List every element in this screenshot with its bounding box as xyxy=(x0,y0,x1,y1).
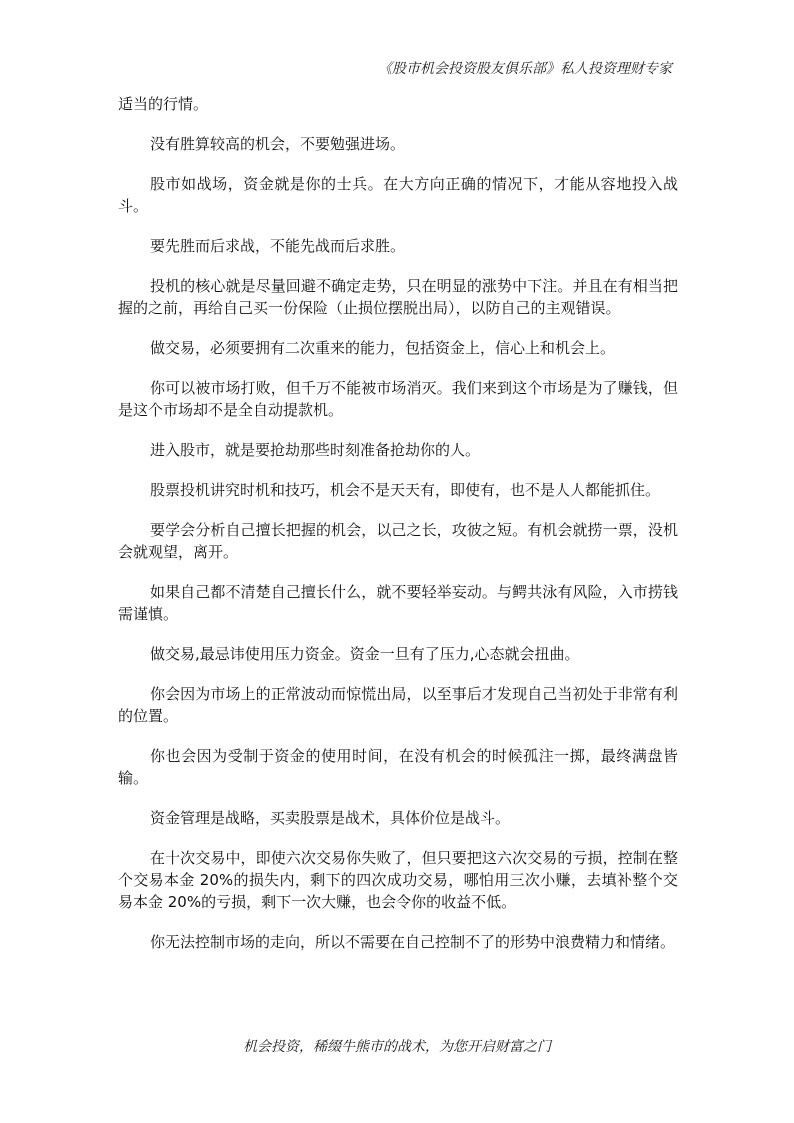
paragraph: 股市如战场，资金就是你的士兵。在大方向正确的情况下，才能从容地投入战斗。 xyxy=(118,175,678,215)
paragraph: 适当的行情。 xyxy=(118,95,209,113)
page-footer: 机会投资，稀缀牛熊市的战术，为您开启财富之门 xyxy=(243,1039,551,1055)
document-body xyxy=(118,93,678,971)
paragraph: 你无法控制市场的走向，所以不需要在自己控制不了的形势中浪费精力和情绪。 xyxy=(150,933,676,951)
paragraph: 进入股市，就是要抢劫那些时刻准备抢劫你的人。 xyxy=(150,441,481,459)
page-header: 《股市机会投资股友俱乐部》私人投资理财专家 xyxy=(378,61,672,77)
paragraph: 投机的核心就是尽量回避不确定走势，只在明显的涨势中下注。并且在有相当把握的之前，再给自己买一份保险（止损位摆脱出局），以防自己的主观错误。 xyxy=(118,277,678,317)
paragraph: 要先胜而后求战，不能先战而后求胜。 xyxy=(150,237,406,255)
paragraph: 做交易，必须要拥有二次重来的能力，包括资金上，信心上和机会上。 xyxy=(150,339,616,357)
paragraph: 你会因为市场上的正常波动而惊慌出局，以至事后才发现自己当初处于非常有利的位置。 xyxy=(118,685,678,725)
paragraph: 你可以被市场打败，但千万不能被市场消灭。我们来到这个市场是为了赚钱，但是这个市场却不是全自动提款机。 xyxy=(118,379,678,419)
paragraph: 股票投机讲究时机和技巧，机会不是天天有，即使有，也不是人人都能抓住。 xyxy=(150,481,661,499)
paragraph: 资金管理是战略，买卖股票是战术，具体价位是战斗。 xyxy=(150,809,511,827)
paragraph: 要学会分析自己擅长把握的机会，以己之长，攻彼之短。有机会就捞一票，没机会就观望，离开。 xyxy=(118,521,678,561)
paragraph: 没有胜算较高的机会，不要勉强进场。 xyxy=(150,135,406,153)
paragraph: 做交易,最忌讳使用压力资金。资金一旦有了压力,心态就会扭曲。 xyxy=(150,645,580,663)
paragraph: 你也会因为受制于资金的使用时间，在没有机会的时候孤注一掷，最终满盘皆输。 xyxy=(118,747,678,787)
paragraph: 在十次交易中，即使六次交易你失败了，但只要把这六次交易的亏损，控制在整个交易本金 20%的损失内，剩下的四次成功交易，哪怕用三次小赚，去填补整个交易本金 20%的亏损，剩下一次大赚，也会令你的收益不低。 xyxy=(118,849,678,911)
paragraph: 如果自己都不清楚自己擅长什么，就不要轻举妄动。与鳄共泳有风险，入市捞钱需谨慎。 xyxy=(118,583,678,623)
